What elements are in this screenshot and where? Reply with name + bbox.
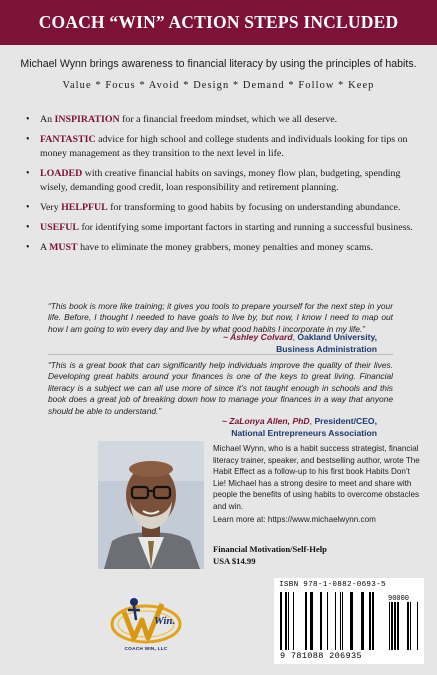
book-category: Financial Motivation/Self-Help <box>213 544 327 554</box>
banner-title: COACH “WIN” ACTION STEPS INCLUDED <box>38 12 399 32</box>
keyword: HELPFUL <box>61 202 108 213</box>
keyword: USEFUL <box>40 222 79 233</box>
isbn-barcode <box>274 578 424 664</box>
testimonial-affiliation: Oakland University, <box>297 332 377 342</box>
list-item: • LOADED with creative financial habits on savings, money flow plan, budgeting, spending wisely, demanding good credit, loan responsibility and retirement planning. <box>26 167 421 195</box>
testimonial-affiliation: Business Administration <box>276 343 377 354</box>
keyword: LOADED <box>40 168 83 179</box>
testimonial-quote: “This is a great book that can significantly help individuals improve the quality of their lives. Developing great habits around your finances is one of the keys to great living. Financial literacy is a subject we can all use more of since it’s not taught enough in schools and this book does a great job of breaking down how to manage your finances in a way that anyone should be able to understand.” <box>48 360 393 416</box>
testimonial-attribution: ~ Ashley Colvard, Oakland University, Business Administration <box>222 332 377 354</box>
bio-text: Michael Wynn, who is a habit success strategist, financial literacy trainer, speaker, and bestselling author, wrote The Habit Effect as a follow-up to his first book Habits Don’t Lie! Michael has a strong desire to meet and share with people the benefits of using habits to overcome obstacles and win. <box>213 444 420 511</box>
list-item: • Very HELPFUL for transforming to good habits by focusing on understanding abundance. <box>26 201 421 215</box>
testimonial-author: ~ ZaLonya Allen, PhD <box>221 416 310 426</box>
coach-win-logo <box>104 588 188 654</box>
testimonial-attribution: ~ ZaLonya Allen, PhD, President/CEO, National Entrepreneurs Association <box>221 416 377 438</box>
book-price: USA $14.99 <box>213 556 256 566</box>
divider <box>48 354 393 355</box>
isbn-label: ISBN 978-1-0882-0693-5 <box>279 581 386 589</box>
author-photo <box>98 441 204 569</box>
logo-mark-text: Win. <box>154 615 176 627</box>
list-item: • An INSPIRATION for a financial freedom mindset, which we all deserve. <box>26 113 421 127</box>
values-line: Value * Focus * Avoid * Design * Demand * Follow * Keep <box>62 80 375 91</box>
testimonial-author: ~ Ashley Colvard <box>222 332 293 342</box>
top-banner <box>0 0 437 45</box>
author-portrait-image <box>98 441 204 569</box>
keyword: FANTASTIC <box>40 134 96 145</box>
testimonial-affiliation: National Entrepreneurs Association <box>231 427 377 438</box>
list-item: • USEFUL for identifying some important factors in starting and running a successful business. <box>26 221 421 235</box>
logo-caption: COACH WIN, LLC <box>124 647 168 652</box>
logo-emblem-icon <box>104 588 188 654</box>
list-item: • A MUST have to eliminate the money grabbers, money penalties and money scams. <box>26 241 421 255</box>
website-link[interactable]: Learn more at: https://www.michaelwynn.com <box>213 515 376 524</box>
list-item: • FANTASTIC advice for high school and college students and individuals looking for tips on money management as they transition to the next level in life. <box>26 133 421 161</box>
intro-line: Michael Wynn brings awareness to financial literacy by using the principles of habits. <box>20 58 417 70</box>
testimonial-affiliation: President/CEO, <box>314 416 377 426</box>
barcode-number: 9 781088 206935 <box>280 651 362 661</box>
testimonial-quote: “This book is more like training; it gives you tools to prepare yourself for the next step in your life. Before, I thought I needed to have goals to live by, but now, I know I need to map out how I am going to win every day and live by what good habits I incorporate in my life.” <box>48 301 393 334</box>
keyword: INSPIRATION <box>54 114 120 125</box>
barcode-addon: 90000 <box>388 595 410 603</box>
author-bio <box>213 443 423 526</box>
feature-list <box>26 113 421 261</box>
barcode-bars <box>278 592 420 650</box>
keyword: MUST <box>49 242 78 253</box>
